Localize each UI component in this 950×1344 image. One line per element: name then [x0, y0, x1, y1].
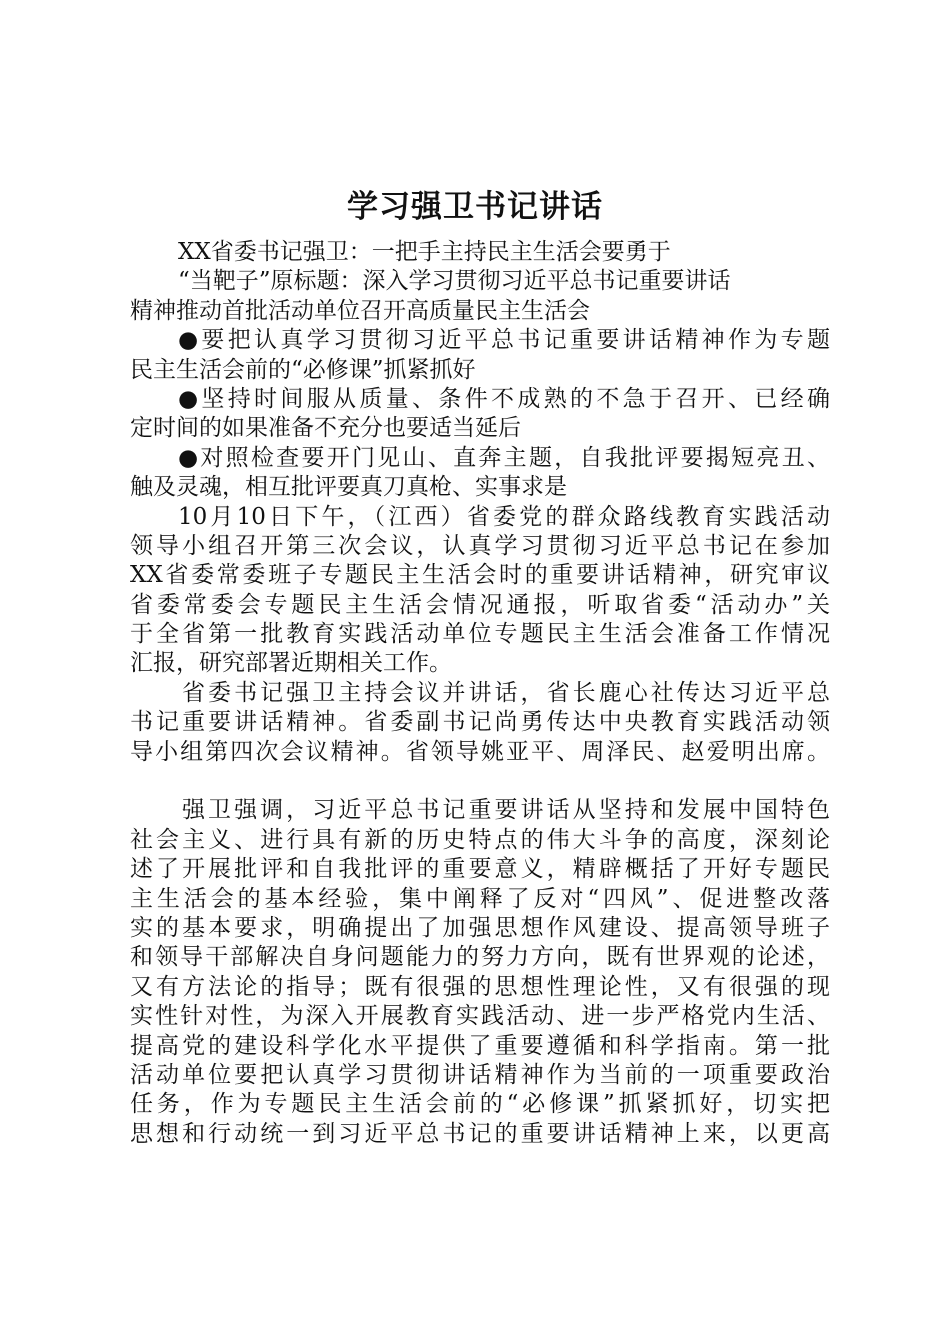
text-line: 定时间的如果准备不充分也要适当延后 [130, 415, 521, 442]
text-line: 又有方法论的指导；既有很强的思想性理论性，又有很强的现 [130, 973, 830, 1000]
text-line: 主生活会的基本经验，集中阐释了反对“四风”、促进整改落 [130, 885, 830, 912]
text-line: 思想和行动统一到习近平总书记的重要讲话精神上来，以更高 [130, 1120, 830, 1147]
text-line: ●对照检查要开门见山、直奔主题，自我批评要揭短亮丑、 [178, 444, 830, 471]
text-line: 述了开展批评和自我批评的重要意义，精辟概括了开好专题民 [130, 856, 830, 883]
text-line: 社会主义、进行具有新的历史特点的伟大斗争的高度，深刻论 [130, 826, 830, 853]
text-line: 于全省第一批教育实践活动单位专题民主生活会准备工作情况 [130, 621, 830, 648]
text-line: XX省委书记强卫：一把手主持民主生活会要勇于 [178, 239, 671, 265]
text-line: 10月10日下午，（江西）省委党的群众路线教育实践活动 [178, 503, 830, 530]
text-line: 活动单位要把认真学习贯彻讲话精神作为当前的一项重要政治 [130, 1061, 830, 1088]
text-line: 实的基本要求，明确提出了加强思想作风建设、提高领导班子 [130, 914, 830, 941]
text-line: 书记重要讲话精神。省委副书记尚勇传达中央教育实践活动领 [130, 709, 830, 736]
text-line: “当靶子”原标题：深入学习贯彻习近平总书记重要讲话 [178, 268, 731, 295]
text-line: 任务，作为专题民主生活会前的“必修课”抓紧抓好，切实把 [130, 1091, 830, 1118]
text-line: 和领导干部解决自身问题能力的努力方向，既有世界观的论述， [130, 944, 830, 971]
text-line: 汇报，研究部署近期相关工作。 [130, 650, 452, 677]
text-line: 提高党的建设科学化水平提供了重要遵循和科学指南。第一批 [130, 1032, 830, 1059]
document-title: 学习强卫书记讲话 [347, 189, 603, 225]
text-line: XX省委常委班子专题民主生活会时的重要讲话精神，研究审议 [130, 562, 830, 589]
text-line: 领导小组召开第三次会议，认真学习贯彻习近平总书记在参加 [130, 532, 830, 559]
text-line: 精神推动首批活动单位召开高质量民主生活会 [130, 297, 590, 324]
text-line: 实性针对性，为深入开展教育实践活动、进一步严格党内生活、 [130, 1003, 830, 1030]
document-body [130, 238, 830, 1149]
text-line: 省委常委会专题民主生活会情况通报，听取省委“活动办”关 [130, 591, 830, 618]
text-line: 省委书记强卫主持会议并讲话，省长鹿心社传达习近平总 [182, 679, 830, 706]
text-line: ●要把认真学习贯彻习近平总书记重要讲话精神作为专题 [178, 327, 830, 354]
text-line: 强卫强调，习近平总书记重要讲话从坚持和发展中国特色 [182, 797, 830, 824]
text-line: ●坚持时间服从质量、条件不成熟的不急于召开、已经确 [178, 385, 830, 412]
text-line: 民主生活会前的“必修课”抓紧抓好 [130, 356, 476, 383]
text-line: 导小组第四次会议精神。省领导姚亚平、周泽民、赵爱明出席。 [130, 738, 830, 765]
text-line: 触及灵魂，相互批评要真刀真枪、实事求是 [130, 474, 567, 501]
blank-line [130, 767, 830, 796]
